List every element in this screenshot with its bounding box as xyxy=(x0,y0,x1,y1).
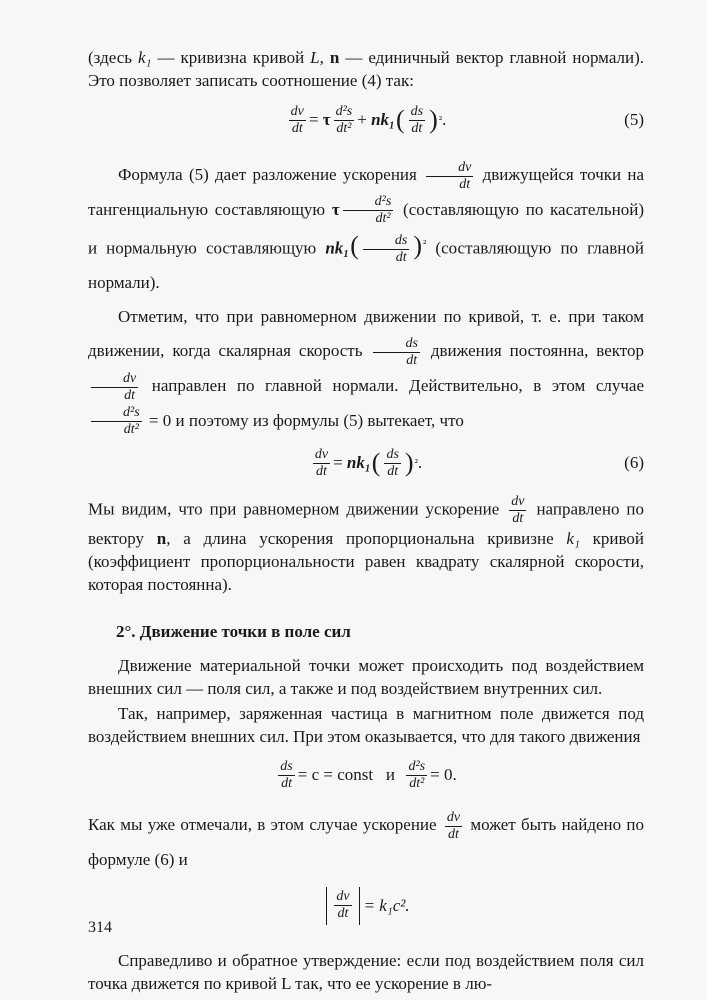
equation-6: $\frac{dv}{dt}$ = nk₁ ( $\frac{ds}{dt}$ ) ² . (6) xyxy=(314,446,644,479)
page-number: 314 xyxy=(88,919,112,936)
fraction-dv-dt: $\frac{dv}{dt}$ xyxy=(290,103,304,136)
equation-number-5: (5) xyxy=(624,110,644,129)
paragraph-7: Как мы уже отмечали, в этом случае ускорение $\frac{dv}{dt}$ может быть найдено по формуле (6) и xyxy=(88,809,645,869)
fraction-ds-dt: $\frac{ds}{dt}$ xyxy=(410,103,424,136)
equation-8: $\frac{dv}{dt}$ = k₁c². xyxy=(88,877,644,935)
equation-5: $\frac{dv}{dt}$ = τ $\frac{\text{d²s}}{\text{dt²}}$ + nk₁ ( $\frac{ds}{dt}$ ) ² . (5) xyxy=(290,103,644,136)
paragraph-3: Отметим, что при равномерном движении по кривой, т. е. при таком движении, когда скалярная скорость $\frac{ds}{dt}$ движения постоянна, вектор $\frac{dv}{dt}$ направлен по главной нормали. Действительно, в этом случае $\frac{\text{d²s}}{\text{dt²}}$ = 0 и поэтому из формулы (5) вытекает, что xyxy=(88,307,645,438)
paragraph-6: Так, например, заряженная частица в магнитном поле движется под воздействием внешних сил. При этом оказывается, что для такого движения xyxy=(88,704,644,747)
equation-7: $\frac{ds}{dt}$ = c = const и $\frac{\text{d²s}}{\text{dt²}}$ = 0. xyxy=(280,758,457,791)
paragraph-2: Формула (5) дает разложение ускорения $\frac{dv}{dt}$ движущейся точки на тангенциальную составляющую τ $\frac{\text{d²s}}{\text{dt²}}$ (составляющую по касательной) и нормальную составляющую nk₁( $\frac{ds}{dt}$ )$^{^2}$ (составляющую по главной нормали). xyxy=(88,159,645,293)
paragraph-4: Мы видим, что при равномерном движении ускорение $\frac{dv}{dt}$ направлено по вектору n, а длина ускорения пропорциональна кривизне k₁ кривой (коэффициент пропорциональности равен квадрату скалярной скорости, которая постоянна). xyxy=(88,494,645,595)
page-content xyxy=(88,46,644,995)
paragraph-5: Движение материальной точки может происходить под воздействием внешних сил — поля сил, а также и под воздействием внутренних сил. xyxy=(88,656,644,699)
paragraph-1: (здесь k₁ — кривизна кривой L, n — единичный вектор главной нормали). Это позволяет записать соотношение (4) так: xyxy=(88,48,645,90)
section-heading: 2°. Движение точки в поле сил xyxy=(116,622,351,642)
fraction-d2s-dt2: $\frac{\text{d²s}}{\text{dt²}}$ xyxy=(335,103,353,136)
equation-number-6: (6) xyxy=(624,453,644,473)
paragraph-8: Справедливо и обратное утверждение: если под воздействием поля сил точка движется по кривой L так, что ее ускорение в лю- xyxy=(88,950,644,993)
